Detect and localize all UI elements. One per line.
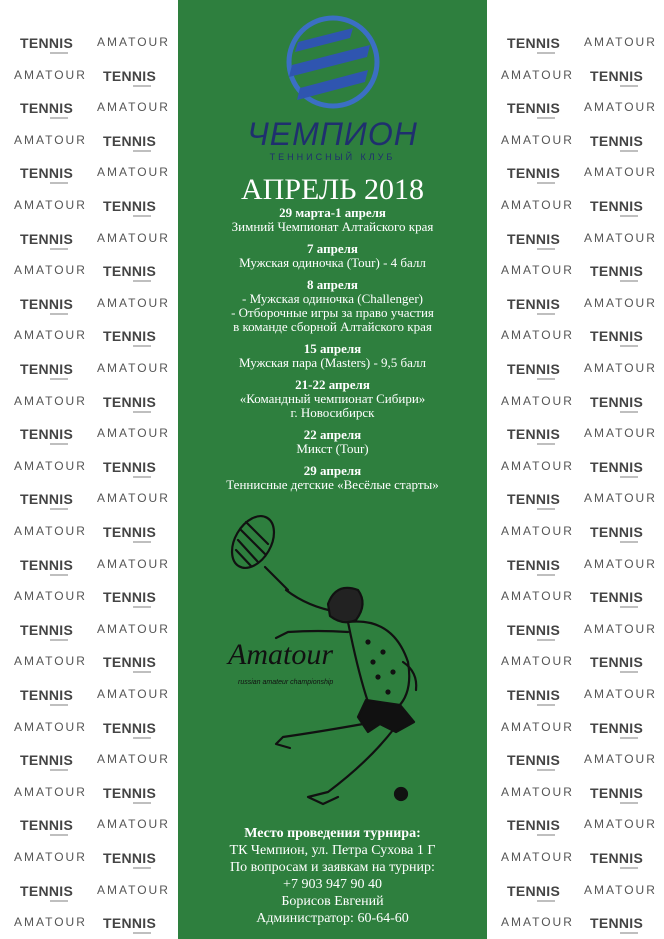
amatour-logo-text: AMATOUR [97, 165, 170, 180]
amatour-logo-text: AMATOUR [501, 67, 574, 82]
event-description: Микст (Tour) [296, 441, 369, 456]
amatour-logo-text: AMATOUR [14, 784, 87, 799]
tennis-logo-text: TENNIS [103, 850, 157, 866]
event-date: 22 апреля [303, 427, 362, 442]
right-brand-pattern [487, 0, 664, 939]
tennis-logo-text: TENNIS [20, 426, 74, 443]
tennis-logo-text: TENNIS [20, 100, 74, 117]
event-date: 29 апреля [303, 463, 362, 478]
club-name: ЧЕМПИОН [247, 116, 418, 152]
tennis-logo-text: TENNIS [507, 621, 561, 638]
amatour-logo-text: AMATOUR [14, 132, 87, 147]
tennis-logo-text: TENNIS [590, 132, 644, 149]
tennis-logo-text: TENNIS [20, 621, 74, 638]
amatour-logo-text: AMATOUR [14, 524, 87, 538]
amatour-logo-text: AMATOUR [501, 719, 574, 734]
event-date: 8 апреля [307, 277, 358, 292]
amatour-logo-text: AMATOUR [501, 458, 574, 473]
amatour-logo-text: AMATOUR [501, 263, 574, 278]
tennis-logo-text: TENNIS [20, 491, 74, 508]
tennis-logo-text: TENNIS [20, 687, 74, 703]
tennis-logo-text: TENNIS [507, 817, 561, 834]
amatour-logo-text: AMATOUR [14, 198, 87, 212]
amatour-logo-text: AMATOUR [14, 67, 87, 82]
amatour-logo-text: AMATOUR [584, 752, 657, 767]
venue-address: ТК Чемпион, ул. Петра Сухова 1 Г [229, 843, 436, 858]
tennis-logo-text: TENNIS [590, 458, 644, 475]
amatour-logo-text: AMATOUR [584, 621, 657, 636]
amatour-logo-text: AMATOUR [14, 458, 87, 473]
event-description: Зимний Чемпионат Алтайского края [231, 219, 434, 234]
amatour-logo-text: AMATOUR [584, 361, 657, 375]
tennis-logo-text: TENNIS [507, 491, 561, 508]
tennis-logo-text: TENNIS [103, 784, 157, 801]
event-item [178, 242, 487, 270]
tennis-logo-text: TENNIS [103, 132, 157, 149]
club-subtitle: ТЕННИСНЫЙ КЛУБ [269, 152, 396, 162]
amatour-logo-text: AMATOUR [501, 393, 574, 408]
tennis-logo-text: TENNIS [507, 687, 561, 703]
tennis-logo-text: TENNIS [590, 524, 644, 540]
event-item [178, 378, 487, 420]
amatour-logo-text: AMATOUR [97, 100, 170, 115]
event-date: 7 апреля [307, 241, 358, 256]
event-item [178, 464, 487, 492]
event-description: - Мужская одиночка (Challenger) [242, 291, 423, 306]
amatour-logo-text: AMATOUR [584, 230, 657, 245]
amatour-logo-text: AMATOUR [584, 35, 657, 49]
amatour-logo-text: AMATOUR [501, 198, 574, 212]
amatour-logo-text: AMATOUR [14, 654, 87, 669]
amatour-logo-text: AMATOUR [97, 752, 170, 767]
event-item [178, 278, 487, 334]
amatour-logo-text: AMATOUR [584, 165, 657, 180]
tennis-logo-text: TENNIS [20, 361, 74, 377]
amatour-logo-text: AMATOUR [501, 328, 574, 343]
amatour-logo-text: AMATOUR [14, 719, 87, 734]
tennis-logo-text: TENNIS [507, 882, 561, 899]
contact-name: Борисов Евгений [281, 894, 384, 909]
tennis-logo-text: TENNIS [103, 393, 157, 410]
event-description: - Отборочные игры за право участия [231, 305, 434, 320]
amatour-logo-text: AMATOUR [584, 817, 657, 832]
venue-info [178, 825, 487, 927]
amatour-logo-text: AMATOUR [97, 491, 170, 506]
amatour-logo-text: AMATOUR [97, 687, 170, 701]
amatour-logo-text: AMATOUR [584, 882, 657, 897]
amatour-logo-text: AMATOUR [584, 556, 657, 571]
amatour-logo-text: AMATOUR [501, 524, 574, 538]
contact-phone: +7 903 947 90 40 [283, 877, 382, 892]
tennis-logo-text: TENNIS [103, 328, 157, 345]
tennis-logo-text: TENNIS [507, 165, 561, 182]
amatour-logo-text: AMATOUR [97, 817, 170, 832]
tennis-logo-text: TENNIS [590, 198, 644, 214]
amatour-logo-text: AMATOUR [14, 393, 87, 408]
tennis-logo-text: TENNIS [507, 230, 561, 247]
tennis-logo-text: TENNIS [507, 35, 561, 51]
tennis-logo-text: TENNIS [20, 35, 74, 51]
tennis-logo-text: TENNIS [103, 915, 157, 932]
tennis-logo-text: TENNIS [590, 589, 644, 606]
event-description: Теннисные детские «Весёлые старты» [226, 477, 439, 492]
club-logo-icon [278, 10, 388, 120]
tennis-logo-text: TENNIS [590, 328, 644, 345]
amatour-logo-text: AMATOUR [584, 426, 657, 441]
amatour-logo-text: AMATOUR [501, 784, 574, 799]
tennis-logo-text: TENNIS [590, 67, 644, 84]
tennis-logo-text: TENNIS [20, 556, 74, 573]
event-description: Мужская одиночка (Tour) - 4 балл [239, 255, 426, 270]
tennis-logo-text: TENNIS [590, 915, 644, 932]
amatour-logo-text: AMATOUR [501, 589, 574, 604]
event-description: г. Новосибирск [290, 405, 375, 420]
tennis-logo-text: TENNIS [590, 263, 644, 280]
tennis-logo-text: TENNIS [507, 556, 561, 573]
tennis-logo-text: TENNIS [103, 654, 157, 671]
amatour-logo-text: AMATOUR [501, 915, 574, 930]
event-date: 21-22 апреля [295, 377, 370, 392]
tennis-logo-text: TENNIS [507, 100, 561, 117]
tennis-logo-text: TENNIS [103, 198, 157, 214]
amatour-logo-text: AMATOUR [97, 361, 170, 375]
tennis-logo-text: TENNIS [20, 230, 74, 247]
tennis-logo-text: TENNIS [590, 719, 644, 736]
event-date: 29 марта-1 апреля [279, 205, 386, 220]
tennis-logo-text: TENNIS [20, 882, 74, 899]
amatour-caption: russian amateur championship [238, 679, 334, 686]
amatour-logo-text: AMATOUR [97, 230, 170, 245]
contact-label: По вопросам и заявкам на турнир: [230, 860, 435, 875]
amatour-logo-text: AMATOUR [501, 654, 574, 669]
event-description: в команде сборной Алтайского края [233, 319, 432, 334]
tennis-player-illustration [218, 512, 448, 812]
tennis-logo-text: TENNIS [103, 67, 157, 84]
event-item [178, 206, 487, 234]
amatour-logo-text: AMATOUR [97, 556, 170, 571]
amatour-logo-text: AMATOUR [584, 295, 657, 310]
amatour-logo-text: AMATOUR [97, 882, 170, 897]
amatour-logo-text: AMATOUR [14, 589, 87, 604]
amatour-logo-text: AMATOUR [97, 295, 170, 310]
amatour-logo-text: AMATOUR [584, 687, 657, 701]
amatour-logo-text: Amatour [228, 638, 333, 671]
admin-phone: Администратор: 60-64-60 [256, 911, 409, 926]
event-description: «Командный чемпионат Сибири» [239, 391, 426, 406]
tennis-logo-text: TENNIS [20, 165, 74, 182]
tennis-logo-text: TENNIS [103, 589, 157, 606]
tennis-logo-text: TENNIS [507, 752, 561, 769]
tennis-logo-text: TENNIS [103, 263, 157, 280]
page-title: АПРЕЛЬ 2018 [240, 173, 425, 206]
tennis-logo-text: TENNIS [20, 817, 74, 834]
tennis-logo-text: TENNIS [590, 850, 644, 866]
tennis-logo-text: TENNIS [507, 295, 561, 312]
amatour-logo-text: AMATOUR [501, 850, 574, 864]
event-list [178, 206, 487, 500]
tennis-logo-text: TENNIS [20, 295, 74, 312]
event-date: 15 апреля [303, 341, 362, 356]
amatour-logo-text: AMATOUR [14, 263, 87, 278]
tennis-logo-text: TENNIS [590, 784, 644, 801]
amatour-logo-text: AMATOUR [501, 132, 574, 147]
amatour-logo-text: AMATOUR [97, 621, 170, 636]
amatour-logo-text: AMATOUR [14, 915, 87, 930]
amatour-logo-text: AMATOUR [14, 328, 87, 343]
club-logo [178, 0, 487, 170]
left-brand-pattern [0, 0, 178, 939]
amatour-logo-text: AMATOUR [97, 35, 170, 49]
amatour-logo-text: AMATOUR [584, 491, 657, 506]
tennis-logo-text: TENNIS [590, 393, 644, 410]
venue-heading: Место проведения турнира: [244, 826, 421, 841]
tennis-logo-text: TENNIS [103, 458, 157, 475]
event-item [178, 428, 487, 456]
poster-panel [178, 0, 487, 939]
event-description: Мужская пара (Masters) - 9,5 балл [238, 355, 427, 370]
amatour-logo-text: AMATOUR [97, 426, 170, 441]
tennis-logo-text: TENNIS [507, 361, 561, 377]
event-item [178, 342, 487, 370]
tennis-logo-text: TENNIS [103, 719, 157, 736]
tennis-logo-text: TENNIS [103, 524, 157, 540]
amatour-logo-text: AMATOUR [14, 850, 87, 864]
tennis-logo-text: TENNIS [20, 752, 74, 769]
tennis-logo-text: TENNIS [590, 654, 644, 671]
amatour-logo-text: AMATOUR [584, 100, 657, 115]
tennis-logo-text: TENNIS [507, 426, 561, 443]
